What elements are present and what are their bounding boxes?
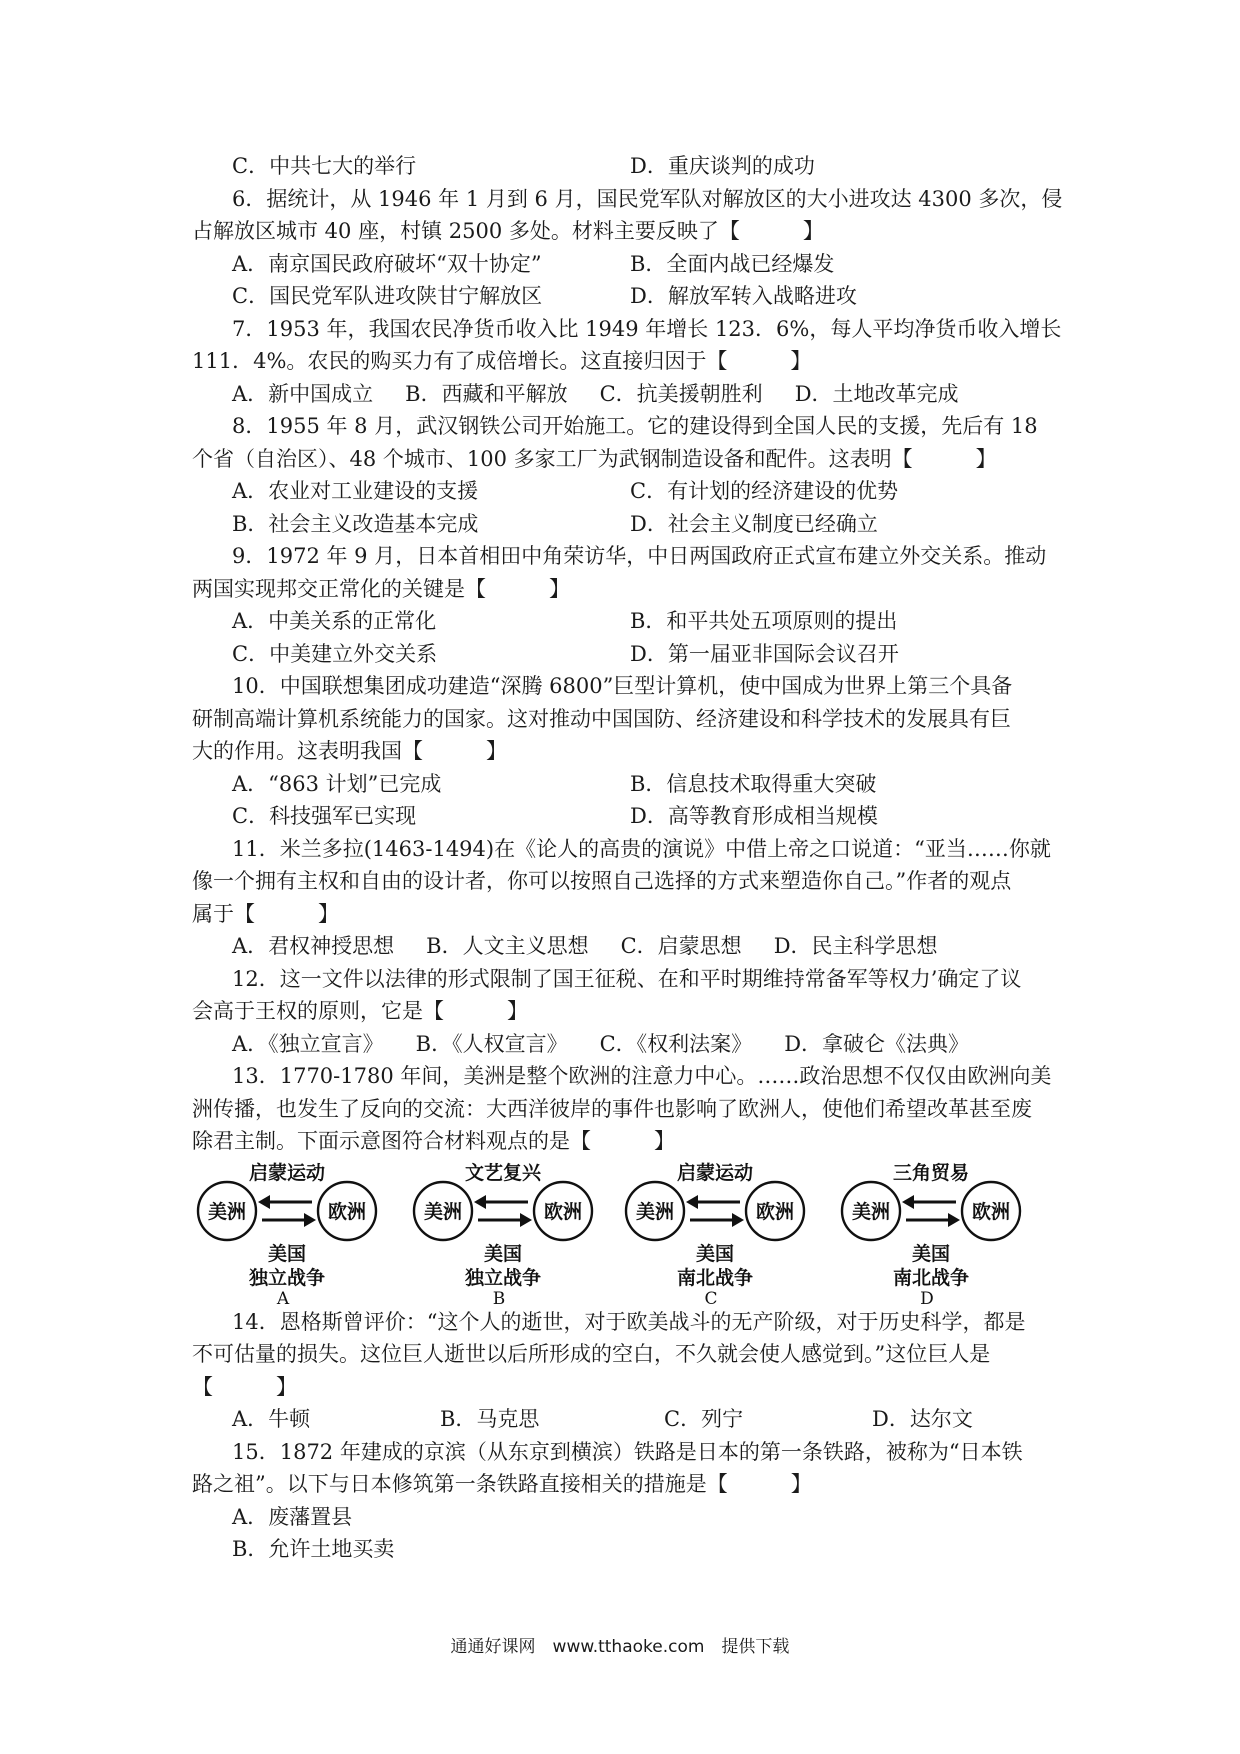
diagram-svg <box>408 1160 598 1306</box>
option-a: A．《独立宣言》 <box>232 1031 384 1056</box>
diagram-top-label: 启蒙运动 <box>248 1161 326 1184</box>
options-row <box>192 475 1064 508</box>
options-row <box>192 605 1064 638</box>
options-row <box>192 378 1064 411</box>
options-row <box>192 248 1064 281</box>
prev-question-options <box>192 150 1064 183</box>
question-text-line: 属于【 】 <box>192 901 339 926</box>
option-c: C．科技强军已实现 <box>232 804 417 828</box>
diagram-c <box>620 1160 810 1306</box>
diagram-bottom-label-2: 独立战争 <box>464 1266 542 1289</box>
question-10 <box>192 670 1064 833</box>
option-b: B．社会主义改造基本完成 <box>232 511 479 536</box>
option-b: B．允许土地买卖 <box>232 1537 395 1561</box>
diagram-top-label: 三角贸易 <box>892 1161 970 1184</box>
exam-page <box>192 150 1064 1566</box>
diagram-bottom-label-2: 南北战争 <box>892 1266 970 1289</box>
question-text-line: 10．中国联想集团成功建造“深腾 6800”巨型计算机，使中国成为世界上第三个具备 <box>232 674 1013 698</box>
diagram-top-label: 启蒙运动 <box>676 1161 754 1184</box>
diagram-a <box>192 1160 382 1306</box>
question-text-line: 【 】 <box>192 1374 297 1399</box>
question-7 <box>192 313 1064 411</box>
question-text-line: 大的作用。这表明我国【 】 <box>192 739 507 763</box>
option-c: C．中美建立外交关系 <box>232 641 438 666</box>
option-d: D．重庆谈判的成功 <box>630 154 815 178</box>
option-c: C．《权利法案》 <box>599 1031 753 1056</box>
lower-arrow-head <box>732 1213 744 1227</box>
diagram-bottom-label-1: 美国 <box>911 1242 951 1265</box>
question-9 <box>192 540 1064 670</box>
europe-label: 欧洲 <box>543 1200 583 1223</box>
option-b: B．马克思 <box>440 1407 540 1431</box>
upper-arrow-head <box>902 1195 914 1209</box>
question-text-line: 洲传播，也发生了反向的交流：大西洋彼岸的事件也影响了欧洲人，使他们希望改革甚至废 <box>192 1096 1032 1121</box>
lower-arrow-head <box>948 1213 960 1227</box>
option-a: A．君权神授思想 <box>232 934 395 958</box>
diagram-b <box>408 1160 598 1306</box>
question-text-line: 不可估量的损失。这位巨人逝世以后所形成的空白，不久就会使人感觉到。”这位巨人是 <box>192 1342 991 1366</box>
diagram-top-label: 文艺复兴 <box>464 1161 542 1184</box>
europe-label: 欧洲 <box>327 1200 367 1223</box>
diagram-svg <box>620 1160 810 1306</box>
option-c: C．国民党军队进攻陕甘宁解放区 <box>232 284 543 308</box>
diagram-letter: A <box>276 1288 290 1306</box>
question-text-line: 两国实现邦交正常化的关键是【 】 <box>192 576 570 601</box>
options-row <box>192 800 1064 833</box>
option-d: D．解放军转入战略进攻 <box>630 284 857 308</box>
upper-arrow-head <box>258 1195 270 1209</box>
option-c: C．列宁 <box>664 1407 744 1431</box>
diagram-letter: C <box>704 1288 718 1306</box>
question-text-line: 个省（自治区）、48 个城市、100 多家工厂为武钢制造设备和配件。这表明【 】 <box>192 446 997 471</box>
question-text-line: 7．1953 年，我国农民净货币收入比 1949 年增长 123．6%，每人平均净货币收入增长 <box>232 316 1062 341</box>
option-c: C．抗美援朝胜利 <box>599 381 763 406</box>
option-d: D．达尔文 <box>872 1407 973 1431</box>
diagram-bottom-label-1: 美国 <box>695 1242 735 1265</box>
question-text-line: 路之祖”。以下与日本修筑第一条铁路直接相关的措施是【 】 <box>192 1472 812 1496</box>
options-row <box>192 930 1064 963</box>
options-row <box>192 768 1064 801</box>
diagram-letter: D <box>920 1288 934 1306</box>
question-text-line: 12．这一文件以法律的形式限制了国王征税、在和平时期维持常备军等权力’确定了议 <box>232 966 1022 991</box>
europe-label: 欧洲 <box>755 1200 795 1223</box>
question-6 <box>192 183 1064 313</box>
america-label: 美洲 <box>207 1200 247 1223</box>
diagram-options <box>192 1160 1064 1306</box>
option-b: B．西藏和平解放 <box>405 381 568 406</box>
option-b: B．人文主义思想 <box>426 934 589 958</box>
question-text-line: 像一个拥有主权和自由的设计者，你可以按照自己选择的方式来塑造你自己。”作者的观点 <box>192 869 1012 893</box>
question-13 <box>192 1060 1064 1306</box>
question-text-line: 研制高端计算机系统能力的国家。这对推动中国国防、经济建设和科学技术的发展具有巨 <box>192 706 1011 731</box>
question-text-line: 占解放区城市 40 座，村镇 2500 多处。材料主要反映了【 】 <box>192 219 824 243</box>
option-d: D．土地改革完成 <box>794 381 959 406</box>
diagram-bottom-label-2: 独立战争 <box>248 1266 326 1289</box>
option-c: C．中共七大的举行 <box>232 154 417 178</box>
diagram-svg <box>836 1160 1026 1306</box>
option-b: B．全面内战已经爆发 <box>630 251 835 276</box>
question-text-line: 9．1972 年 9 月，日本首相田中角荣访华，中日两国政府正式宣布建立外交关系。推动 <box>232 544 1047 568</box>
option-b: B．《人权宣言》 <box>415 1031 568 1056</box>
options-row <box>192 1028 1064 1061</box>
upper-arrow-head <box>686 1195 698 1209</box>
option-d: D．社会主义制度已经确立 <box>630 511 878 536</box>
option-a: A．牛顿 <box>232 1407 311 1431</box>
option-a: A．中美关系的正常化 <box>232 609 437 633</box>
option-a: A．南京国民政府破坏“双十协定” <box>232 251 542 276</box>
europe-label: 欧洲 <box>971 1200 1011 1223</box>
question-text-line: 11．米兰多拉(1463-1494)在《论人的高贵的演说》中借上帝之口说道：“亚当……你就 <box>232 836 1051 861</box>
upper-arrow-head <box>474 1195 486 1209</box>
lower-arrow-head <box>304 1213 316 1227</box>
question-text-line: 8．1955 年 8 月，武汉钢铁公司开始施工。它的建设得到全国人民的支援，先后有 18 <box>232 414 1038 438</box>
question-12 <box>192 963 1064 1061</box>
diagram-d <box>836 1160 1026 1306</box>
question-text-line: 6．据统计，从 1946 年 1 月到 6 月，国民党军队对解放区的大小进攻达 4300 多次，侵 <box>232 186 1063 211</box>
question-text-line: 会高于王权的原则，它是【 】 <box>192 999 528 1023</box>
page-footer: 通通好课网 www.tthaoke.com 提供下载 <box>450 1637 790 1657</box>
question-8 <box>192 410 1064 540</box>
question-text-line: 14．恩格斯曾评价：“这个人的逝世，对于欧美战斗的无产阶级，对于历史科学，都是 <box>232 1309 1026 1334</box>
america-label: 美洲 <box>423 1200 463 1223</box>
option-d: D．民主科学思想 <box>773 934 938 958</box>
question-14 <box>192 1306 1064 1436</box>
option-a: A．“863 计划”已完成 <box>232 771 442 796</box>
option-a: A．新中国成立 <box>232 381 374 406</box>
option-d: D．拿破仑《法典》 <box>784 1031 970 1056</box>
question-15 <box>192 1436 1064 1566</box>
option-a: A．废藩置县 <box>232 1504 353 1529</box>
america-label: 美洲 <box>635 1200 675 1223</box>
question-text-line: 111．4%。农民的购买力有了成倍增长。这直接归因于【 】 <box>192 349 812 373</box>
diagram-bottom-label-1: 美国 <box>483 1242 523 1265</box>
diagram-svg <box>192 1160 382 1306</box>
option-a: A．农业对工业建设的支援 <box>232 479 479 503</box>
question-text-line: 除君主制。下面示意图符合材料观点的是【 】 <box>192 1129 675 1153</box>
question-text-line: 13．1770-1780 年间，美洲是整个欧洲的注意力中心。……政治思想不仅仅由欧洲向美 <box>232 1064 1052 1088</box>
question-text-line: 15．1872 年建成的京滨（从东京到横滨）铁路是日本的第一条铁路，被称为“日本铁 <box>232 1439 1023 1464</box>
option-d: D．第一届亚非国际会议召开 <box>630 641 899 666</box>
options-row <box>192 508 1064 541</box>
options-row <box>192 1403 1064 1436</box>
option-c: C．启蒙思想 <box>620 934 742 958</box>
options-row <box>192 638 1064 671</box>
diagram-bottom-label-2: 南北战争 <box>676 1266 754 1289</box>
question-11 <box>192 833 1064 963</box>
option-b: B．和平共处五项原则的提出 <box>630 609 898 633</box>
option-d: D．高等教育形成相当规模 <box>630 804 878 828</box>
option-b: B．信息技术取得重大突破 <box>630 771 877 796</box>
america-label: 美洲 <box>851 1200 891 1223</box>
option-c: C．有计划的经济建设的优势 <box>630 479 899 503</box>
diagram-bottom-label-1: 美国 <box>267 1242 307 1265</box>
options-row <box>192 280 1064 313</box>
diagram-letter: B <box>492 1288 506 1306</box>
lower-arrow-head <box>520 1213 532 1227</box>
